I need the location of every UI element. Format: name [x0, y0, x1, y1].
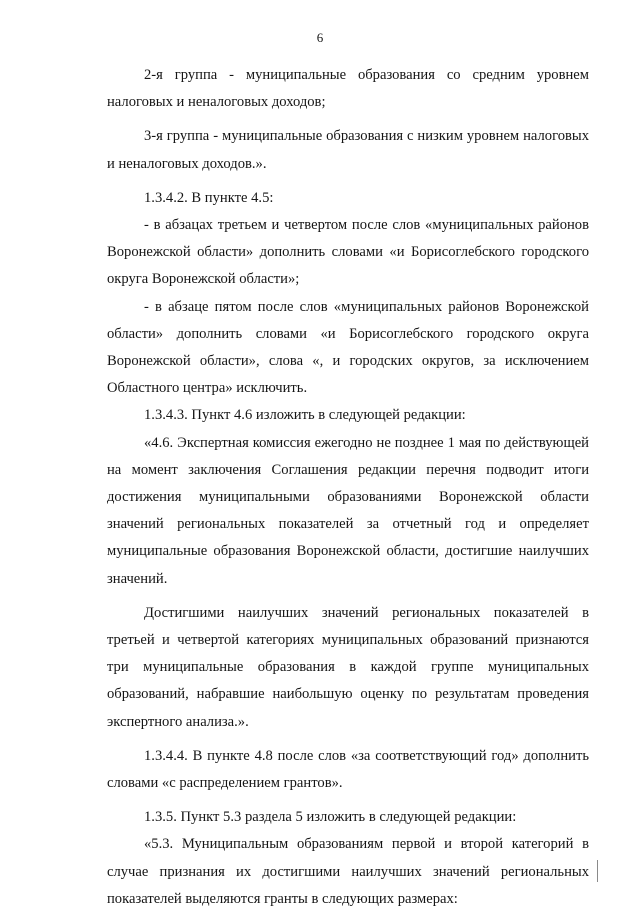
paragraph-1-3-4-4: 1.3.4.4. В пункте 4.8 после слов «за соответствующий год» дополнить словами «с распределением грантов».: [107, 747, 589, 792]
paragraph-1-3-4-2-heading: 1.3.4.2. В пункте 4.5:: [144, 189, 274, 206]
paragraph-group-3: 3-я группа - муниципальные образования с низким уровнем налоговых и неналоговых доходов.».: [107, 128, 589, 172]
paragraph-best-values: Достигшими наилучших значений региональных показателей в третьей и четвертой категориях муниципальных образований признаются три муниципальные образования в каждой группе муниципальных образований, набравшие наибольшую оценку по результатам проведения экспертного анализа.».: [107, 604, 589, 730]
paragraph-abzac-3-4: - в абзацах третьем и четвертом после слов «муниципальных районов Воронежской области» дополнить словами «и Борисоглебского городского округа Воронежской области»;: [107, 217, 589, 288]
margin-mark: [597, 860, 598, 882]
page-number: 6: [316, 30, 324, 45]
paragraph-abzac-5: - в абзаце пятом после слов «муниципальных районов Воронежской области» дополнить словами «и Борисоглебского городского округа Воронежской области», слова «, и городских округов, за исключением Областного центра» исключить.: [107, 298, 589, 397]
document-body: [107, 62, 589, 913]
paragraph-1-3-4-3-heading: 1.3.4.3. Пункт 4.6 изложить в следующей редакции:: [144, 407, 466, 424]
paragraph-1-3-5-heading: 1.3.5. Пункт 5.3 раздела 5 изложить в следующей редакции:: [144, 809, 517, 826]
paragraph-4-6-text: «4.6. Экспертная комиссия ежегодно не позднее 1 мая по действующей на момент заключения Соглашения редакции перечня подводит итоги достижения муниципальными образованиями Воронежской области значений региональных показателей за отчетный год и определяет муниципальные образования Воронежской области, достигшие наилучших значений.: [107, 434, 589, 587]
paragraph-5-3-text: «5.3. Муниципальным образованиям первой и второй категорий в случае признания их достигшими наилучших значений региональных показателей выделяются гранты в следующих размерах:: [107, 836, 589, 907]
paragraph-group-2: 2-я группа - муниципальные образования со средним уровнем налоговых и неналоговых доходов;: [107, 67, 589, 111]
